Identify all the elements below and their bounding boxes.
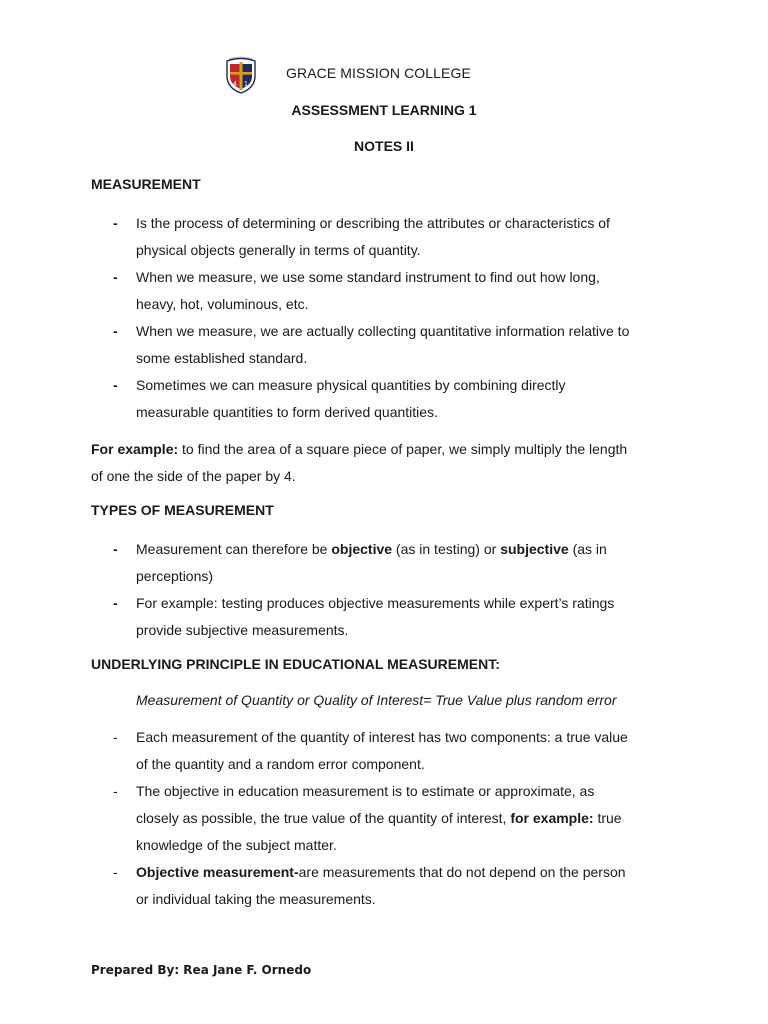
bullet-dash: -	[113, 864, 118, 880]
measurement-formula: Measurement of Quantity or Quality of Interest= True Value plus random error	[136, 692, 617, 708]
example-paragraph: For example: to find the area of a square piece of paper, we simply multiply the length of one the side of the paper by 4.	[91, 441, 628, 484]
bullet-dash: -	[113, 215, 118, 231]
svg-text:4: 4	[233, 81, 237, 88]
prepared-by-footer: Prepared By: Rea Jane F. Ornedo	[91, 963, 312, 977]
list-item: - The objective in education measurement is to estimate or approximate, as closely as possible, the true value of the quantity of interest, for example: true knowledge of the subject matter.	[91, 778, 681, 859]
bullet-dash: -	[113, 377, 118, 393]
objective-measurement-term: Objective measurement-	[136, 864, 299, 880]
section-heading-measurement: MEASUREMENT	[91, 176, 201, 192]
bullet-dash: -	[113, 729, 118, 745]
bullet-dash: -	[113, 595, 118, 611]
list-item: - Measurement can therefore be objective (as in testing) or subjective (as in perceptions)	[91, 536, 681, 590]
section-heading-types: TYPES OF MEASUREMENT	[91, 502, 274, 518]
list-item: - Each measurement of the quantity of interest has two components: a true value of the quantity and a random error component.	[91, 724, 681, 778]
types-bullet-list	[91, 536, 681, 644]
measurement-bullet-list	[91, 210, 681, 426]
list-item: - When we measure, we are actually collecting quantitative information relative to some established standard.	[91, 318, 681, 372]
list-item: - For example: testing produces objective measurements while expert’s ratings provide subjective measurements.	[91, 590, 681, 644]
college-name: GRACE MISSION COLLEGE	[286, 65, 471, 81]
list-item: - When we measure, we use some standard instrument to find out how long, heavy, hot, voluminous, etc.	[91, 264, 681, 318]
bullet-dash: -	[113, 783, 118, 799]
document-title: ASSESSMENT LEARNING 1	[291, 102, 477, 118]
document-header	[0, 54, 768, 96]
for-example-term: for example:	[510, 810, 594, 826]
list-item: - Is the process of determining or describing the attributes or characteristics of physical objects generally in terms of quantity.	[91, 210, 681, 264]
bullet-dash: -	[113, 541, 118, 557]
section-heading-underlying: UNDERLYING PRINCIPLE IN EDUCATIONAL MEASUREMENT:	[91, 656, 500, 672]
document-subtitle: NOTES II	[354, 138, 414, 154]
list-item: - Sometimes we can measure physical quantities by combining directly measurable quantities to form derived quantities.	[91, 372, 681, 426]
college-crest-logo	[224, 56, 258, 94]
document-body	[91, 174, 681, 913]
objective-term: objective	[331, 541, 393, 557]
bullet-dash: -	[113, 269, 118, 285]
example-label: For example:	[91, 441, 179, 457]
types-section	[91, 500, 681, 644]
bullet-dash: -	[113, 323, 118, 339]
underlying-bullet-list	[91, 724, 681, 913]
underlying-section	[91, 654, 681, 913]
list-item: - Objective measurement-are measurements that do not depend on the person or individual taking the measurements.	[91, 859, 681, 913]
subjective-term: subjective	[500, 541, 569, 557]
svg-text:1: 1	[244, 81, 248, 88]
